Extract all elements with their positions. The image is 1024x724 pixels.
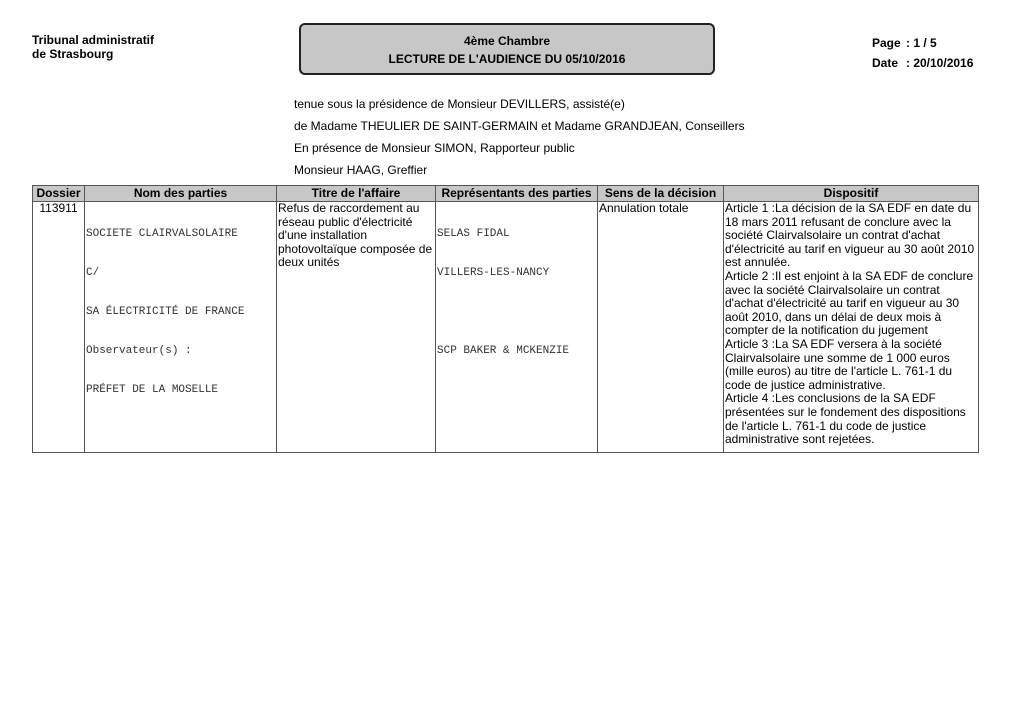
- col-header-sens: Sens de la décision: [598, 186, 724, 202]
- rapporteur-line: En présence de Monsieur SIMON, Rapporteur public: [294, 141, 575, 155]
- dispositif-article-4: Article 4 :Les conclusions de la SA EDF présentées sur le fondement des dispositions de l'article L. 761-1 du code de justice administrative sont rejetées.: [725, 391, 966, 447]
- representative-1: SELAS FIDAL: [437, 228, 510, 240]
- party-versus: C/: [86, 267, 100, 279]
- hearing-title-box: [299, 23, 715, 75]
- cell-representants: [436, 202, 598, 453]
- dispositif-article-3: Article 3 :La SA EDF versera à la société Clairvalsolaire une somme de 1 000 euros (mille euros) au titre de l'article L. 761-1 du code de justice administrative.: [725, 336, 953, 392]
- page-label: Page: [872, 36, 901, 50]
- date-value: : 20/10/2016: [906, 56, 974, 70]
- court-name-line1: Tribunal administratif: [32, 33, 155, 47]
- assessors-line: de Madame THEULIER DE SAINT-GERMAIN et Madame GRANDJEAN, Conseillers: [294, 119, 745, 133]
- table-row: [33, 202, 979, 453]
- col-header-representants: Représentants des parties: [436, 186, 598, 202]
- chamber-title: 4ème Chambre: [463, 34, 551, 48]
- party-claimant: SOCIETE CLAIRVALSOLAIRE: [86, 228, 238, 240]
- hearing-title: LECTURE DE L'AUDIENCE DU 05/10/2016: [388, 52, 626, 66]
- cell-parties: [85, 202, 277, 453]
- cell-dispositif: [724, 202, 979, 453]
- representative-2: SCP BAKER & MCKENZIE: [437, 345, 570, 357]
- presidence-line: tenue sous la présidence de Monsieur DEVILLERS, assisté(e): [294, 97, 625, 111]
- court-name: [32, 33, 154, 61]
- page-value: : 1 / 5: [906, 36, 937, 50]
- hearing-table: [32, 185, 979, 453]
- col-header-parties: Nom des parties: [85, 186, 277, 202]
- table-header-row: [33, 186, 979, 202]
- greffier-line: Monsieur HAAG, Greffier: [294, 163, 428, 177]
- court-name-line2: de Strasbourg: [32, 47, 114, 61]
- col-header-titre: Titre de l'affaire: [277, 186, 436, 202]
- page-number: [872, 33, 973, 53]
- date-label: Date: [872, 56, 899, 70]
- page-meta: [872, 33, 973, 73]
- cell-sens: Annulation totale: [598, 202, 724, 453]
- representative-1-city: VILLERS-LES-NANCY: [437, 267, 550, 279]
- party-observers-label: Observateur(s) :: [86, 345, 192, 357]
- dispositif-article-2: Article 2 :Il est enjoint à la SA EDF de conclure avec la société Clairvalsolaire un contrat d'achat d'électricité au tarif en vigueur au 30 août 2010, dans un délai de deux mois à compter de la notification du jugement: [725, 268, 974, 338]
- cell-dossier: 113911: [33, 202, 85, 453]
- col-header-dispositif: Dispositif: [724, 186, 979, 202]
- dispositif-article-1: Article 1 :La décision de la SA EDF en date du 18 mars 2011 refusant de conclure avec la société Clairvalsolaire un contrat d'achat d'électricité au tarif en vigueur au 30 août 2010 est annulée.: [725, 201, 975, 270]
- presidence-block: [294, 93, 745, 181]
- cell-titre: Refus de raccordement au réseau public d'électricité d'une installation photovoltaïque composée de deux unités: [277, 202, 436, 453]
- col-header-dossier: Dossier: [33, 186, 85, 202]
- document-date: [872, 53, 973, 73]
- party-observer: PRÉFET DE LA MOSELLE: [86, 384, 219, 396]
- party-defendant: SA ÉLECTRICITÉ DE FRANCE: [86, 306, 245, 318]
